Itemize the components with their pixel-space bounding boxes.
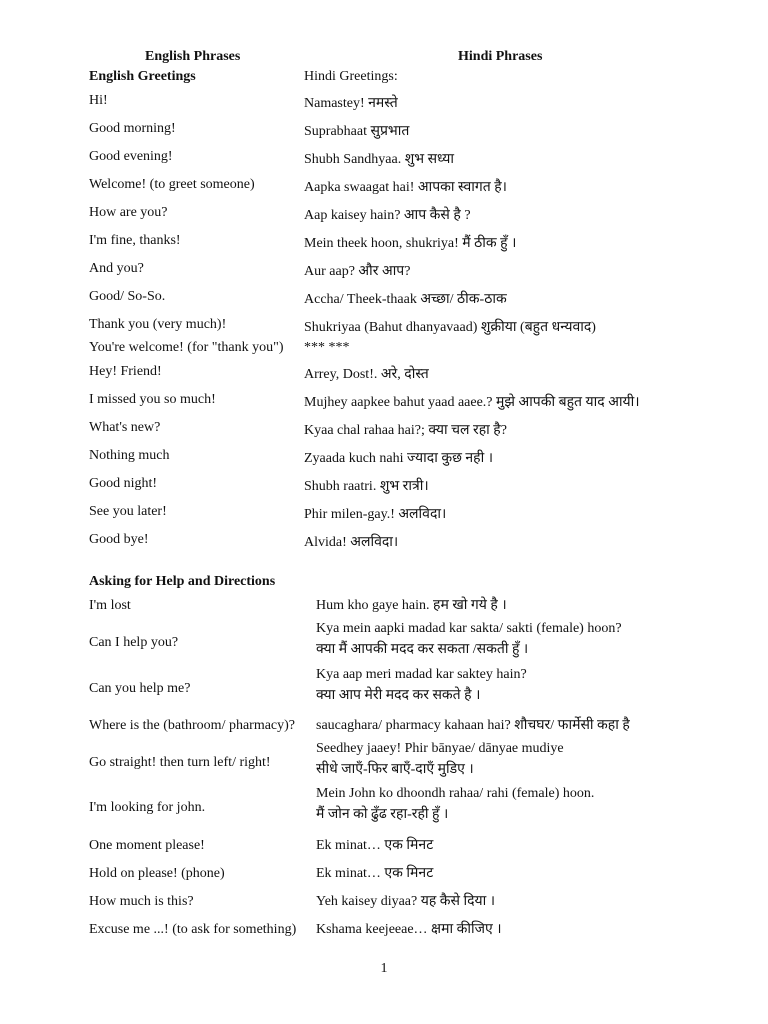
help-hindi-line: saucaghara/ pharmacy kahaan hai? शौचघर/ फार्मेसी कहा है [316, 718, 630, 733]
help-hindi [316, 715, 630, 736]
greeting-hindi: Suprabhaat सुप्रभात [304, 124, 410, 139]
help-hindi-line: Kya aap meri madad kar saktey hain? [316, 667, 527, 682]
greeting-hindi: Mujhey aapkee bahut yaad aaee.? मुझे आपकी बहुत याद आयी। [304, 395, 640, 410]
greeting-hindi: Namastey! नमस्ते [304, 96, 398, 111]
help-hindi [316, 618, 622, 660]
greeting-hindi: Shubh Sandhyaa. शुभ सध्या [304, 152, 455, 167]
section-title-english-greetings: English Greetings [89, 69, 196, 84]
help-english: I'm lost [89, 598, 131, 613]
help-english: Where is the (bathroom/ pharmacy)? [89, 718, 296, 733]
help-hindi [316, 863, 433, 884]
section-title-hindi-greetings: Hindi Greetings: [304, 69, 398, 84]
greeting-english: Good/ So-So. [89, 289, 166, 304]
greeting-hindi: Aap kaisey hain? आप कैसे है ? [304, 208, 471, 223]
help-english: Go straight! then turn left/ right! [89, 755, 271, 770]
greeting-english: Good night! [89, 476, 158, 491]
greeting-hindi: Alvida! अलविदा। [304, 535, 399, 550]
help-english: Excuse me ...! (to ask for something) [89, 922, 297, 937]
greeting-hindi: Aur aap? और आप? [304, 264, 411, 279]
help-hindi-line: क्या मैं आपकी मदद कर सकता /सकती हुँ । [316, 642, 529, 657]
help-hindi-line: Seedhey jaaey! Phir bānyae/ dānyae mudiye [316, 741, 564, 756]
greeting-hindi: Shubh raatri. शुभ रात्री। [304, 479, 429, 494]
page-number: 1 [380, 961, 388, 976]
section-title-help-directions: Asking for Help and Directions [89, 574, 276, 589]
help-english: I'm looking for john. [89, 800, 206, 815]
help-hindi [316, 738, 564, 780]
greeting-hindi: Arrey, Dost!. अरे, दोस्त [304, 367, 429, 382]
greeting-hindi: Aapka swaagat hai! आपका स्वागत है। [304, 180, 507, 195]
greeting-hindi: Shukriyaa (Bahut dhanyavaad) शुक्रीया (बहुत धन्यवाद) [304, 320, 596, 335]
greeting-english: I missed you so much! [89, 392, 216, 407]
greeting-english: How are you? [89, 205, 168, 220]
header-english: English Phrases [145, 49, 241, 64]
greeting-hindi: Kyaa chal rahaa hai?; क्या चल रहा है? [304, 423, 507, 438]
help-hindi-line: Ek minat… एक मिनट [316, 866, 434, 881]
help-hindi-line: मैं जोन को ढुँढ रहा-रही हुँ । [316, 807, 449, 822]
help-hindi [316, 919, 502, 940]
help-english: One moment please! [89, 838, 205, 853]
help-hindi-line: Ek minat… एक मिनट [316, 838, 434, 853]
greeting-hindi: Accha/ Theek-thaak अच्छा/ ठीक-ठाक [304, 292, 507, 307]
help-hindi-line: Yeh kaisey diyaa? यह कैसे दिया । [316, 894, 496, 909]
greeting-english: What's new? [89, 420, 161, 435]
help-hindi-line: Kya mein aapki madad kar sakta/ sakti (female) hoon? [316, 621, 622, 636]
greeting-english: Nothing much [89, 448, 170, 463]
help-hindi-line: Mein John ko dhoondh rahaa/ rahi (female) hoon. [316, 786, 595, 801]
greeting-english: I'm fine, thanks! [89, 233, 181, 248]
greeting-english: Good morning! [89, 121, 176, 136]
greeting-english: Welcome! (to greet someone) [89, 177, 255, 192]
help-english: Can I help you? [89, 635, 179, 650]
greeting-english: Hi! [89, 93, 108, 108]
greeting-hindi: *** *** [304, 340, 350, 355]
help-hindi-line: सीधे जाएँ-फिर बाएँ-दाएँ मुडिए । [316, 762, 474, 777]
help-hindi-line: Kshama keejeeae… क्षमा कीजिए । [316, 922, 502, 937]
help-english: How much is this? [89, 894, 194, 909]
help-hindi [316, 891, 495, 912]
greeting-english: Good bye! [89, 532, 149, 547]
help-hindi [316, 835, 433, 856]
help-hindi-line: क्या आप मेरी मदद कर सकते है । [316, 688, 481, 703]
greeting-english: Good evening! [89, 149, 173, 164]
help-hindi [316, 595, 507, 616]
greeting-english: Thank you (very much)! [89, 317, 227, 332]
help-hindi-line: Hum kho gaye hain. हम खो गये है । [316, 598, 507, 613]
header-hindi: Hindi Phrases [458, 49, 543, 64]
greeting-hindi: Mein theek hoon, shukriya! मैं ठीक हुँ । [304, 236, 517, 251]
help-hindi [316, 664, 527, 706]
greeting-english: Hey! Friend! [89, 364, 162, 379]
greeting-english: You're welcome! (for "thank you") [89, 340, 284, 355]
greeting-english: And you? [89, 261, 144, 276]
greeting-hindi: Zyaada kuch nahi ज्यादा कुछ नही । [304, 451, 494, 466]
greeting-english: See you later! [89, 504, 167, 519]
help-english: Can you help me? [89, 681, 191, 696]
help-hindi [316, 783, 594, 825]
greeting-hindi: Phir milen-gay.! अलविदा। [304, 507, 447, 522]
help-english: Hold on please! (phone) [89, 866, 225, 881]
